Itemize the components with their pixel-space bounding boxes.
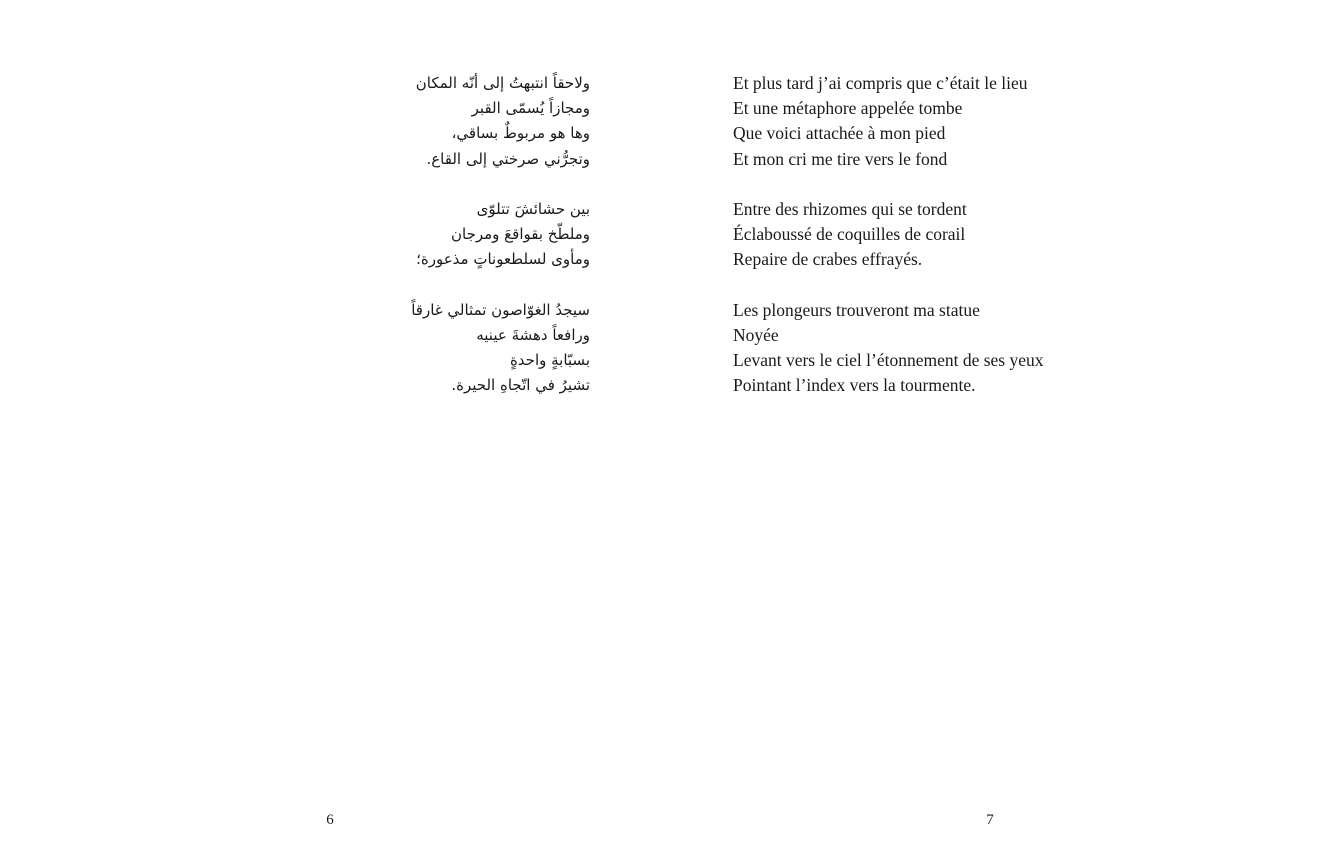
stanza — [733, 197, 1044, 273]
french-poem-column — [733, 71, 1044, 399]
stanza — [411, 197, 590, 273]
stanza — [411, 71, 590, 172]
stanza — [733, 298, 1044, 399]
poem-line: Repaire de crabes effrayés. — [733, 249, 923, 270]
poem-line: Que voici attachée à mon pied — [733, 123, 946, 144]
poem-line: وتجرُّني صرختي إلى القاع. — [426, 149, 590, 168]
poem-line: Levant vers le ciel l’étonnement de ses yeux — [733, 350, 1044, 371]
poem-line: Les plongeurs trouveront ma statue — [733, 299, 980, 320]
poem-line: Éclaboussé de coquilles de corail — [733, 224, 966, 245]
stanza — [411, 298, 590, 399]
page-number-right: 7 — [986, 812, 994, 828]
poem-line: Et une métaphore appelée tombe — [733, 98, 963, 119]
poem-line: Pointant l’index vers la tourmente. — [733, 375, 976, 396]
poem-line: وها هو مربوطٌ بساقي، — [451, 124, 590, 143]
poem-line: سيجدُ الغوّاصون تمثالي غارقاً — [411, 300, 590, 319]
poem-line: تشيرُ في اتّجاهِ الحيرة. — [451, 376, 590, 395]
stanza — [733, 71, 1044, 172]
poem-line: بسبّابةٍ واحدةٍ — [509, 351, 590, 370]
arabic-poem-column — [411, 71, 590, 399]
poem-line: Et plus tard j’ai compris que c’était le lieu — [733, 73, 1028, 93]
poem-line: ولاحقاً انتبهتُ إلى أنّه المكان — [415, 74, 590, 92]
poem-line: ورافعاً دهشةَ عينيه — [476, 326, 590, 344]
poem-line: بين حشائشَ تتلوّى — [476, 200, 590, 218]
page-number-left: 6 — [326, 812, 334, 828]
poem-line: وملطّخ بقواقعَ ومرجان — [450, 225, 590, 244]
poem-line: Et mon cri me tire vers le fond — [733, 148, 948, 169]
poem-line: Noyée — [733, 325, 779, 345]
poem-line: ومأوى لسلطعوناتٍ مذعورة؛ — [416, 250, 590, 269]
poem-line: ومجازاً يُسمّى القبر — [471, 99, 590, 118]
poem-line: Entre des rhizomes qui se tordent — [733, 199, 967, 219]
